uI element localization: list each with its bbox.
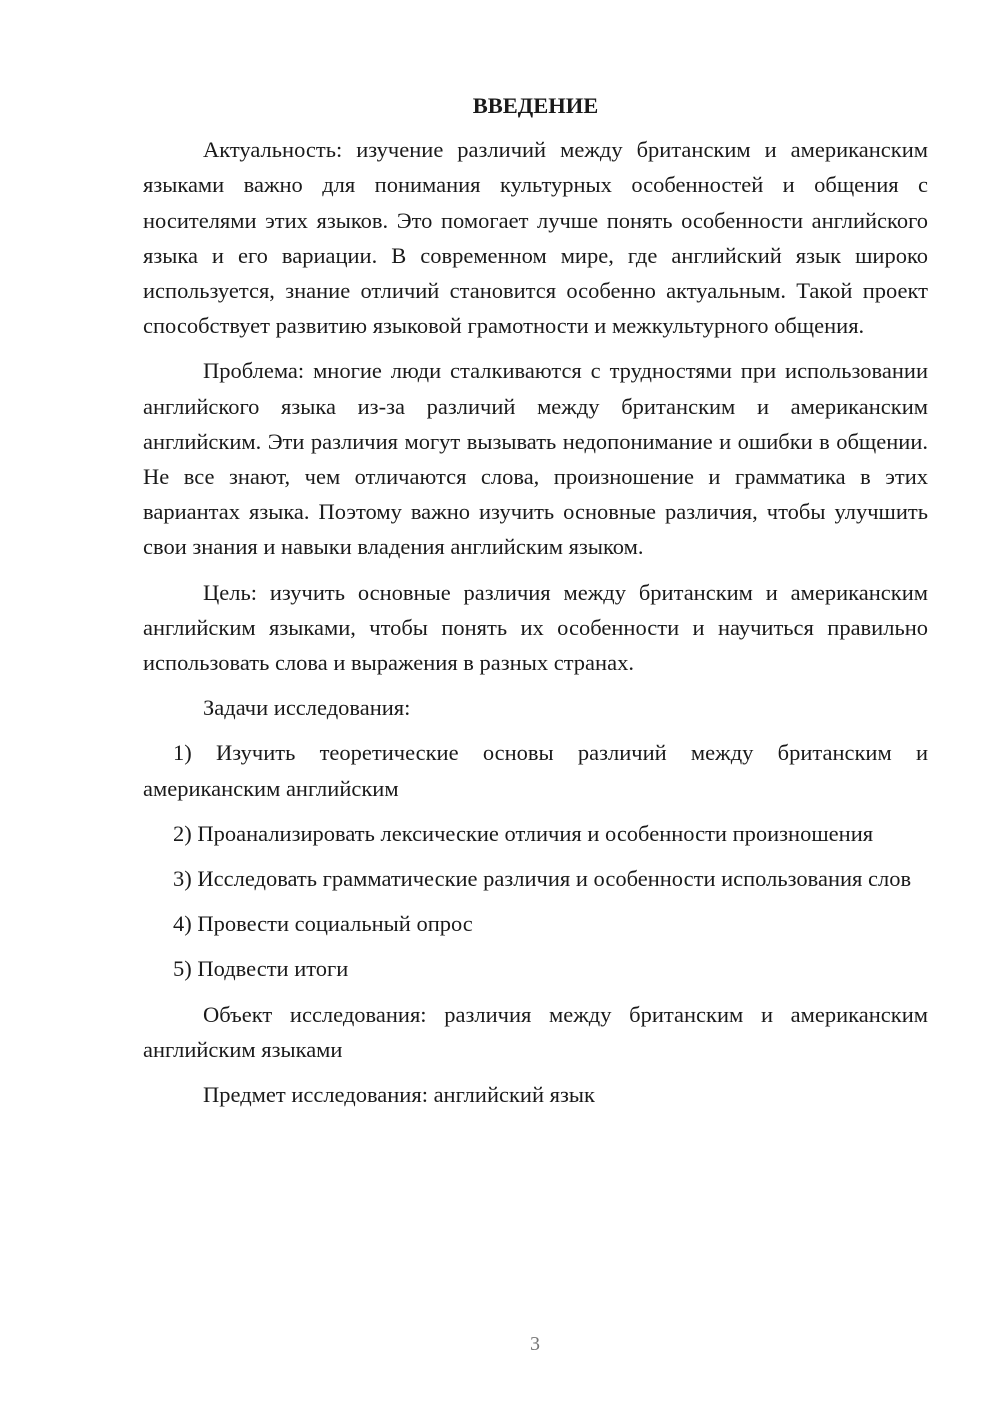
task-item-2: 2) Проанализировать лексические отличия и особенности произношения <box>173 820 874 846</box>
page-number: 3 <box>530 1333 540 1355</box>
task-item-1: 1) Изучить теоретические основы различий между британским и американским английским <box>143 740 928 801</box>
page-content <box>143 88 928 1112</box>
task-item-4: 4) Провести социальный опрос <box>173 911 473 937</box>
research-object: Объект исследования: различия между британским и американским английским языками <box>143 1001 928 1062</box>
problem-paragraph: Проблема: многие люди сталкиваются с трудностями при использовании английского языка из-за различий между британским и американским английским. Эти различия могут вызывать недопонимание и ошибки в общении. Не все знают, чем отличаются слова, произношение и грамматика в этих вариантах языка. Поэтому важно изучить основные различия, чтобы улучшить свои знания и навыки владения английским языком. <box>143 358 928 560</box>
page-title: ВВЕДЕНИЕ <box>472 93 599 118</box>
task-item-5: 5) Подвести итоги <box>173 956 349 982</box>
research-subject: Предмет исследования: английский язык <box>203 1082 595 1108</box>
relevance-paragraph: Актуальность: изучение различий между британским и американским языками важно для понимания культурных особенностей и общения с носителями этих языков. Это помогает лучше понять особенности английского языка и его вариации. В современном мире, где английский язык широко используется, знание отличий становится особенно актуальным. Такой проект способствует развитию языковой грамотности и межкультурного общения. <box>143 137 928 339</box>
task-item-3: 3) Исследовать грамматические различия и особенности использования слов <box>173 866 912 892</box>
tasks-heading: Задачи исследования: <box>203 695 411 721</box>
goal-paragraph: Цель: изучить основные различия между британским и американским английским языками, чтобы понять их особенности и научиться правильно использовать слова и выражения в разных странах. <box>143 579 928 676</box>
